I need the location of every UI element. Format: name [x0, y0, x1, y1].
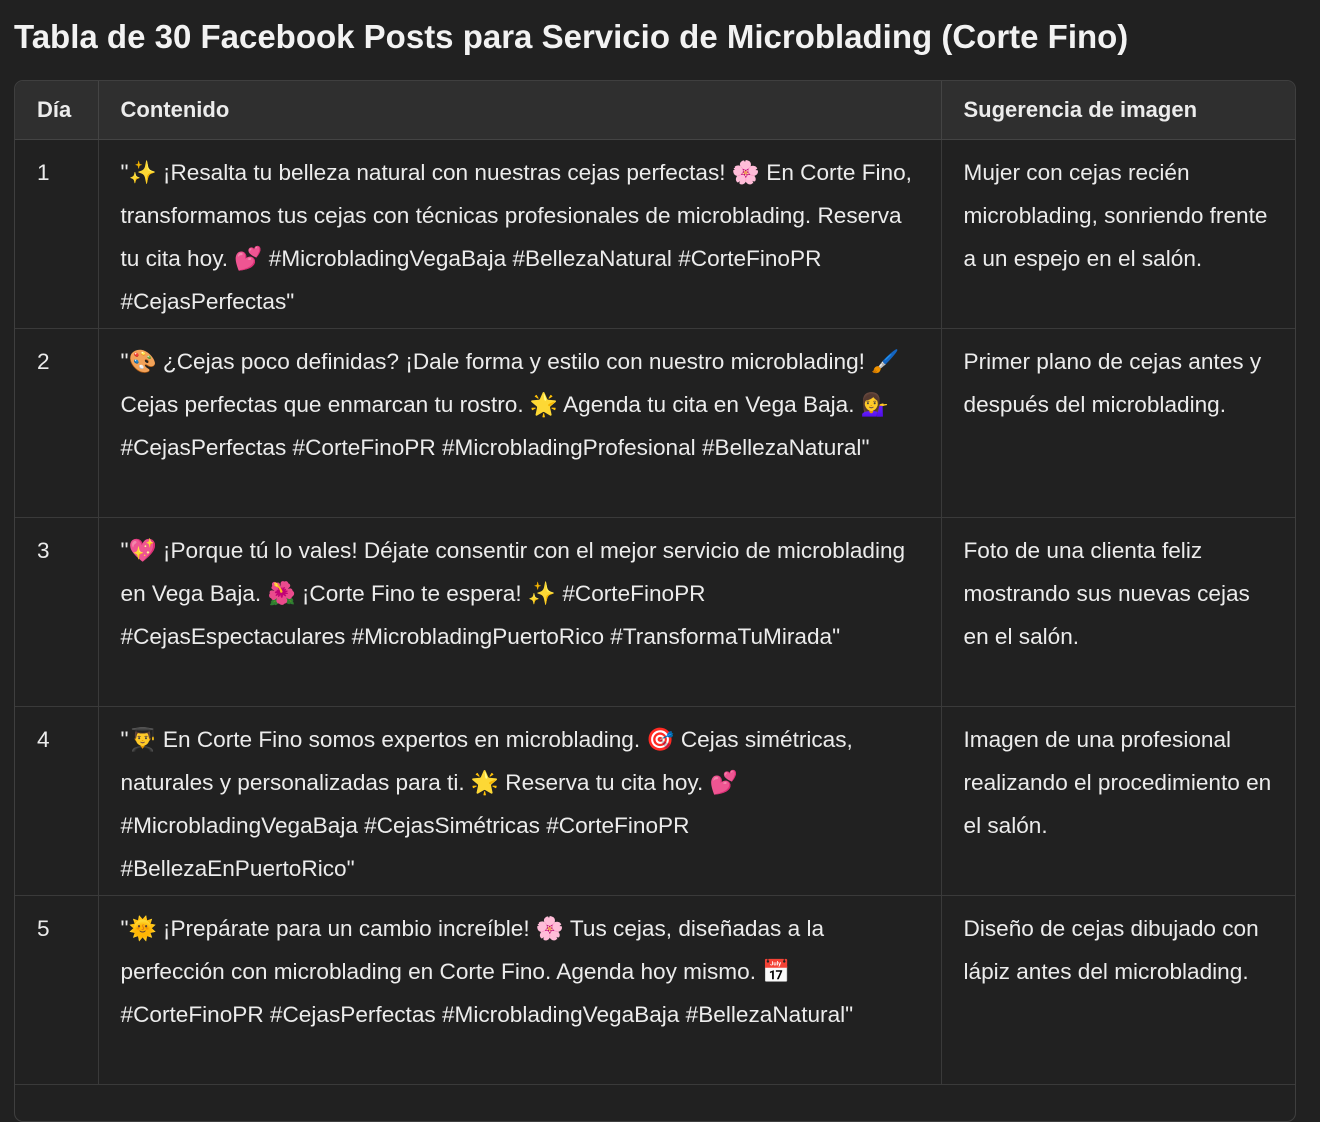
cell-content: "✨ ¡Resalta tu belleza natural con nuestras cejas perfectas! 🌸 En Corte Fino, transformamos tus cejas con técnicas profesionales de microblading. Reserva tu cita hoy. 💕 #MicrobladingVegaBaja #BellezaNatural #CorteFinoPR #CejasPerfectas": [98, 139, 941, 328]
cell-image-suggestion: Diseño de cejas dibujado con lápiz antes del microblading.: [941, 895, 1295, 1084]
table-header-row: [15, 81, 1295, 139]
cell-day: 4: [15, 706, 98, 895]
table-row: [15, 895, 1295, 1084]
cell-day: 1: [15, 139, 98, 328]
cell-day: 2: [15, 328, 98, 517]
page-title: Tabla de 30 Facebook Posts para Servicio de Microblading (Corte Fino): [14, 18, 1129, 55]
header-day: Día: [15, 81, 98, 139]
cell-content: "💖 ¡Porque tú lo vales! Déjate consentir con el mejor servicio de microblading en Vega Baja. 🌺 ¡Corte Fino te espera! ✨ #CorteFinoPR #CejasEspectaculares #MicrobladingPuertoRico #TransformaTuMirada": [98, 517, 941, 706]
posts-table-container: [14, 80, 1296, 1122]
cell-image-suggestion: Mujer con cejas recién microblading, sonriendo frente a un espejo en el salón.: [941, 139, 1295, 328]
header-content: Contenido: [98, 81, 941, 139]
cell-content: "🎨 ¿Cejas poco definidas? ¡Dale forma y estilo con nuestro microblading! 🖌️ Cejas perfectas que enmarcan tu rostro. 🌟 Agenda tu cita en Vega Baja. 💁‍♀️ #CejasPerfectas #CorteFinoPR #MicrobladingProfesional #BellezaNatural": [98, 328, 941, 517]
table-row: [15, 139, 1295, 328]
table-row: [15, 706, 1295, 895]
table-row: [15, 328, 1295, 517]
header-image-suggestion: Sugerencia de imagen: [941, 81, 1295, 139]
posts-table: [15, 81, 1295, 1085]
cell-content: "👨‍🎓 En Corte Fino somos expertos en microblading. 🎯 Cejas simétricas, naturales y personalizadas para ti. 🌟 Reserva tu cita hoy. 💕 #MicrobladingVegaBaja #CejasSimétricas #CorteFinoPR #BellezaEnPuertoRico": [98, 706, 941, 895]
table-row: [15, 517, 1295, 706]
cell-image-suggestion: Imagen de una profesional realizando el procedimiento en el salón.: [941, 706, 1295, 895]
cell-image-suggestion: Foto de una clienta feliz mostrando sus nuevas cejas en el salón.: [941, 517, 1295, 706]
cell-day: 5: [15, 895, 98, 1084]
cell-content: "🌞 ¡Prepárate para un cambio increíble! 🌸 Tus cejas, diseñadas a la perfección con microblading en Corte Fino. Agenda hoy mismo. 📅 #CorteFinoPR #CejasPerfectas #MicrobladingVegaBaja #BellezaNatural": [98, 895, 941, 1084]
cell-day: 3: [15, 517, 98, 706]
cell-image-suggestion: Primer plano de cejas antes y después del microblading.: [941, 328, 1295, 517]
